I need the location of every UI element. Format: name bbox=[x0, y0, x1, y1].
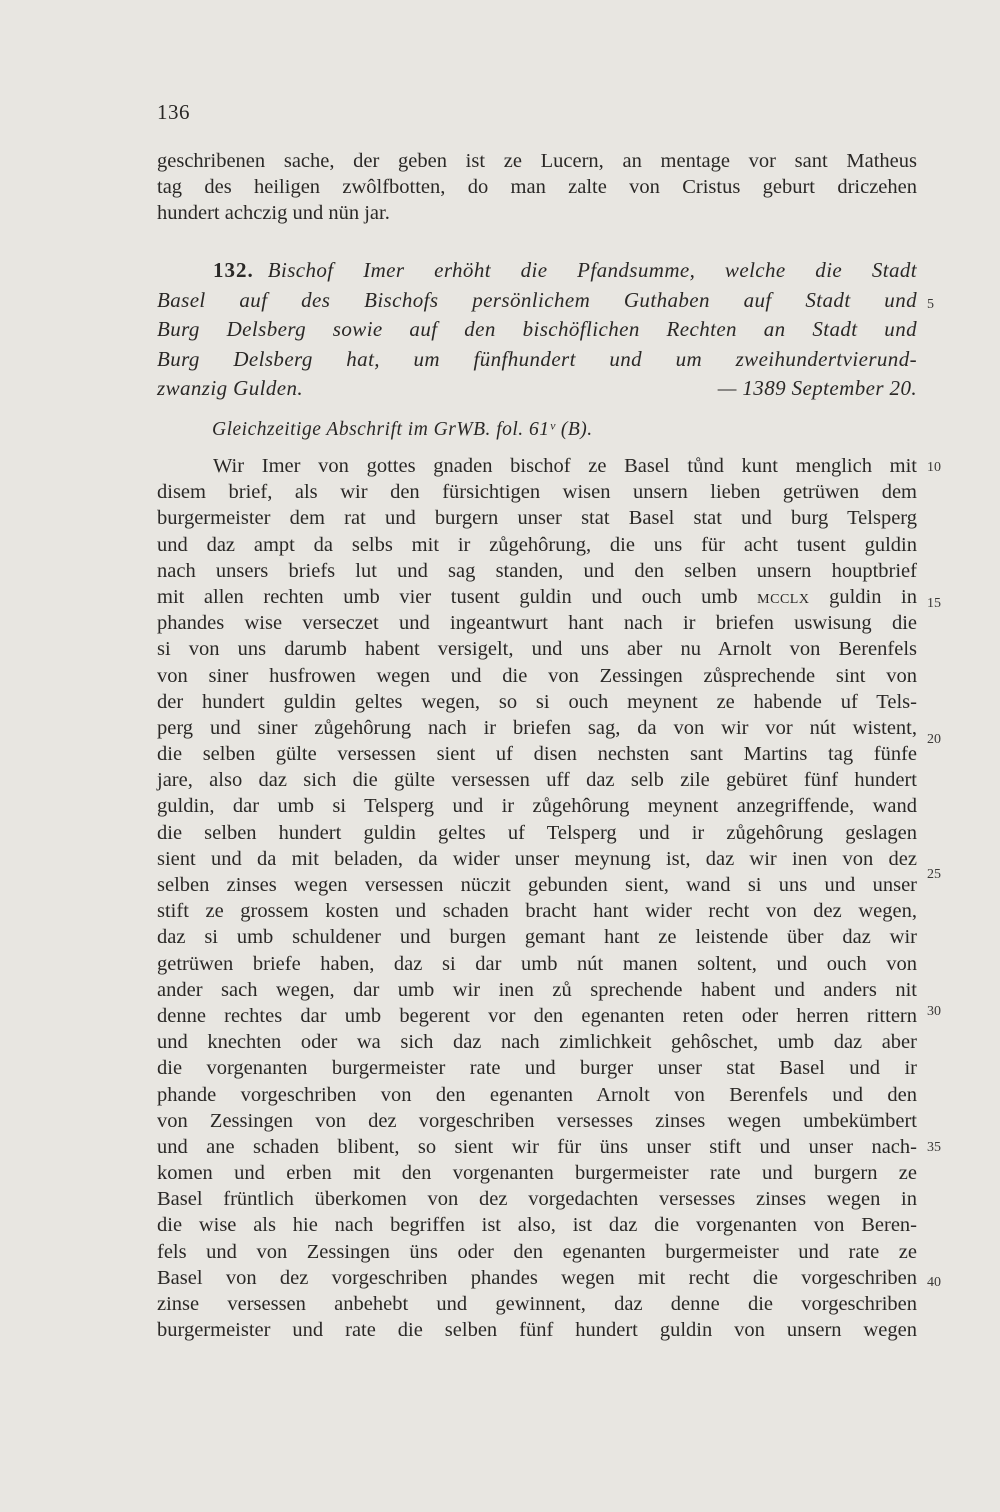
text-line: perg und siner zůgehôrung nach ir briefen sag, da von wir vor nút wistent, bbox=[157, 716, 917, 739]
text-line: daz si umb schuldener und burgen gemant hant ze leistende über daz wir bbox=[157, 926, 917, 949]
text-line: die selben hundert guldin geltes uf Telsperg und ir zůgehôrung geslagen bbox=[157, 821, 917, 844]
margin-line-number: 10 bbox=[927, 460, 941, 475]
heading-text: zwanzig Gulden. bbox=[157, 376, 304, 400]
text-line: fels und von Zessingen üns oder den egenanten burgermeister und rate ze bbox=[157, 1240, 917, 1263]
text-line: burgermeister und rate die selben fünf hundert guldin von unsern wegen bbox=[157, 1319, 917, 1342]
margin-line-number: 35 bbox=[927, 1140, 941, 1155]
text-line: tag des heiligen zwôlfbotten, do man zalte von Cristus geburt driczehen bbox=[157, 176, 917, 199]
text-line: zinse versessen anbehebt und gewinnent, daz denne die vorgeschriben bbox=[157, 1293, 917, 1315]
text-line: von siner husfrowen wegen und die von Zessingen zůsprechende sint von bbox=[157, 664, 917, 687]
text-line: Basel von dez vorgeschriben phandes wegen mit recht die vorgeschriben bbox=[157, 1266, 917, 1289]
heading-text: Bischof Imer erhöht die Pfandsumme, welche die Stadt bbox=[267, 258, 917, 282]
text-line: nach unsers briefs lut und sag standen, und den selben unsern houptbrief bbox=[157, 559, 917, 582]
text-line: burgermeister dem rat und burgern unser stat Basel stat und burg Telsperg bbox=[157, 507, 917, 530]
text-line: und daz ampt da selbs mit ir zůgehôrung, die uns für acht tusent guldin bbox=[157, 533, 917, 556]
text-line: phandes wise verseczet und ingeantwurt hant nach ir briefen uswisung die bbox=[157, 612, 917, 635]
margin-line-number: 25 bbox=[927, 867, 941, 882]
text-line: disem brief, als wir den fürsichtigen wisen unsern lieben getrüwen dem bbox=[157, 481, 917, 504]
text-line: Wir Imer von gottes gnaden bischof ze Basel tůnd kunt menglich mit bbox=[213, 455, 917, 477]
text-line: und knechten oder wa sich daz nach zimlichkeit gehôschet, umb daz aber bbox=[157, 1031, 917, 1054]
margin-line-number: 5 bbox=[927, 297, 934, 312]
text-line: mit allen rechten umb vier tusent guldin und ouch umb mcclx guldin in bbox=[157, 585, 917, 608]
heading-line: Basel auf des Bischofs persönlichem Guthaben auf Stadt und bbox=[157, 287, 917, 312]
heading-line bbox=[157, 256, 917, 286]
text-line: komen und erben mit den vorgenanten burgermeister rate und burgern ze bbox=[157, 1162, 917, 1185]
text-line: geschribenen sache, der geben ist ze Lucern, an mentage vor sant Matheus bbox=[157, 150, 917, 172]
text-line: phande vorgeschriben von den egenanten Arnolt von Berenfels und den bbox=[157, 1083, 917, 1106]
text-line: die wise als hie nach begriffen ist also, ist daz die vorgenanten von Beren- bbox=[157, 1214, 917, 1237]
intro-paragraph bbox=[157, 148, 917, 227]
document-number: 132. bbox=[213, 258, 254, 282]
document-date: — 1389 September 20. bbox=[717, 376, 917, 400]
page-number: 136 bbox=[157, 100, 190, 124]
heading-line bbox=[157, 374, 917, 404]
margin-line-number: 40 bbox=[927, 1275, 941, 1290]
text-line: selben zinses wegen versessen nüczit gebunden sient, wand si uns und unser bbox=[157, 874, 917, 896]
text-line: und ane schaden blibent, so sient wir für üns unser stift und unser nach- bbox=[157, 1135, 917, 1158]
heading-line: Burg Delsberg hat, um fünfhundert und um zweihundertvierund- bbox=[157, 346, 917, 371]
text-line: Basel früntlich überkomen von dez vorgedachten versesses zinses wegen in bbox=[157, 1188, 917, 1211]
source-note: Gleichzeitige Abschrift im GrWB. fol. 61ᵛ (B). bbox=[212, 419, 593, 440]
text-line: hundert achczig und nün jar. bbox=[157, 202, 390, 225]
text-line: von Zessingen von dez vorgeschriben versesses zinses wegen umbekümbert bbox=[157, 1109, 917, 1132]
margin-line-number: 20 bbox=[927, 732, 941, 747]
text-line: der hundert guldin geltes wegen, so si ouch meynent ze habende uf Tels- bbox=[157, 690, 917, 713]
text-line: getrüwen briefe haben, daz si dar umb nút manen soltent, und ouch von bbox=[157, 952, 917, 975]
document-heading bbox=[157, 256, 917, 404]
document-body bbox=[157, 453, 917, 1343]
text-line: denne rechtes dar umb begerent vor den egenanten reten oder herren rittern bbox=[157, 1004, 917, 1027]
text-line: die vorgenanten burgermeister rate und burger unser stat Basel und ir bbox=[157, 1057, 917, 1080]
text-line: guldin, dar umb si Telsperg und ir zůgehôrung meynent anzegriffende, wand bbox=[157, 795, 917, 818]
text-line: si von uns darumb habent versigelt, und uns aber nu Arnolt von Berenfels bbox=[157, 638, 917, 661]
roman-numeral: mcclx bbox=[757, 585, 810, 608]
margin-line-number: 30 bbox=[927, 1004, 941, 1019]
margin-line-number: 15 bbox=[927, 596, 941, 611]
text-line: die selben gülte versessen sient uf disen nechsten sant Martins tag fünfe bbox=[157, 743, 917, 766]
text-line: stift ze grossem kosten und schaden bracht hant wider recht von dez wegen, bbox=[157, 900, 917, 923]
text-line: sient und da mit beladen, da wider unser meynung ist, daz wir inen von dez bbox=[157, 847, 917, 870]
text-line: ander sach wegen, dar umb wir inen zů sprechende habent und anders nit bbox=[157, 978, 917, 1001]
heading-line: Burg Delsberg sowie auf den bischöflichen Rechten an Stadt und bbox=[157, 317, 917, 341]
text-line: jare, also daz sich die gülte versessen uff daz selb zile gebüret fünf hundert bbox=[157, 769, 917, 792]
